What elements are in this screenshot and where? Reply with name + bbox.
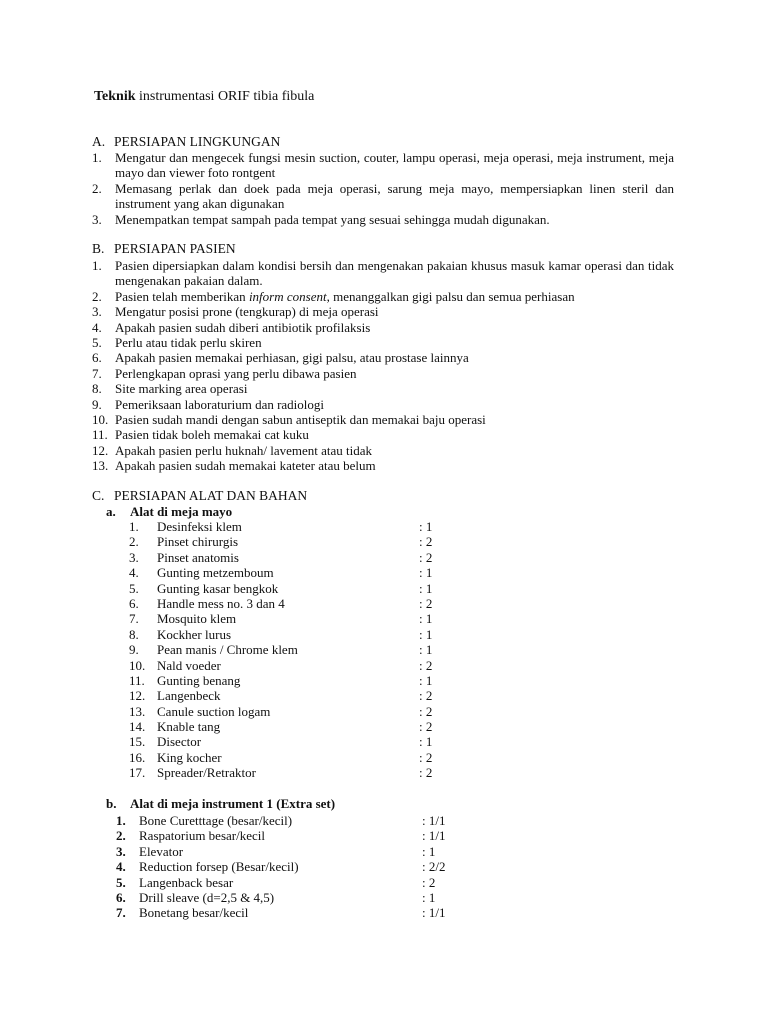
section-c-heading: [92, 488, 307, 504]
item-name: Spreader/Retraktor: [157, 765, 256, 781]
list-item: 12. Apakah pasien perlu huknah/ lavement atau tidak: [92, 442, 373, 458]
list-item: 6. Apakah pasien memakai perhiasan, gigi palsu, atau prostase lainnya: [92, 350, 469, 366]
item-name: Drill sleave (d=2,5 & 4,5): [139, 889, 275, 905]
item-name: Desinfeksi klem: [157, 519, 242, 534]
item-qty: : 2: [419, 595, 433, 611]
list-item: 1. Mengatur dan mengecek fungsi mesin suction, couter, lampu operasi, meja operasi, meja instrument, meja mayo dan viewer foto rontgent: [92, 150, 674, 181]
subsection-b-heading: b. Alat di meja instrument 1 (Extra set): [106, 796, 336, 811]
item-qty: : 2: [419, 534, 433, 550]
item-qty: : 1: [422, 889, 436, 905]
item-name: Elevator: [139, 843, 184, 859]
section-b-heading: [92, 241, 236, 257]
item-name: Knable tang: [157, 719, 221, 735]
item-qty: : 1/1: [422, 828, 446, 844]
row-number: 8.: [129, 626, 139, 642]
subsection-a-heading: a. Alat di meja mayo: [106, 504, 233, 519]
list-item: 13. Apakah pasien sudah memakai kateter atau belum: [92, 458, 376, 474]
item-qty: : 2: [419, 719, 433, 735]
item-name: Langenback besar: [139, 874, 234, 890]
row-number: 5.: [116, 874, 126, 890]
item-name: Gunting benang: [157, 672, 241, 688]
list-item: 11. Pasien tidak boleh memakai cat kuku: [92, 427, 309, 443]
section-a-list: [92, 150, 674, 227]
item-name: Pean manis / Chrome klem: [157, 642, 298, 658]
section-b-list: [92, 258, 674, 474]
list-item: 10. Pasien sudah mandi dengan sabun antiseptik dan memakai baju operasi: [92, 412, 486, 428]
row-number: 7.: [129, 611, 139, 627]
list-item: 7. Perlengkapan oprasi yang perlu dibawa pasien: [92, 365, 357, 381]
item-qty: : 1: [419, 642, 433, 658]
item-qty: : 1/1: [422, 813, 446, 828]
list-item: 3. Menempatkan tempat sampah pada tempat yang sesuai sehingga mudah digunakan.: [92, 211, 550, 227]
item-name: Bonetang besar/kecil: [139, 905, 249, 921]
item-name: Canule suction logam: [157, 703, 271, 719]
section-b-title: PERSIAPAN PASIEN: [114, 241, 236, 256]
section-c-title: PERSIAPAN ALAT DAN BAHAN: [114, 488, 308, 503]
item-name: Disector: [157, 734, 202, 750]
title-bold: Teknik: [94, 89, 136, 104]
item-name: Handle mess no. 3 dan 4: [157, 595, 285, 611]
row-number: 10.: [129, 657, 146, 673]
row-number: 15.: [129, 734, 146, 750]
item-name: Bone Curetttage (besar/kecil): [139, 813, 293, 828]
row-number: 3.: [129, 549, 139, 565]
section-b-letter: B.: [92, 241, 105, 256]
item-qty: : 1/1: [422, 905, 446, 921]
section-a-title: PERSIAPAN LINGKUNGAN: [114, 134, 281, 149]
item-name: Gunting metzemboum: [157, 565, 274, 581]
row-number: 12.: [129, 688, 146, 704]
item-qty: : 1: [419, 626, 433, 642]
item-name: Mosquito klem: [157, 611, 237, 627]
title-rest: instrumentasi ORIF tibia fibula: [135, 89, 315, 104]
row-number: 1.: [129, 519, 139, 534]
item-qty: : 1: [419, 519, 433, 534]
row-number: 11.: [129, 672, 145, 688]
item-qty: : 2: [419, 703, 433, 719]
row-number: 7.: [116, 905, 126, 921]
list-item: 5. Perlu atau tidak perlu skiren: [92, 335, 262, 351]
item-name: Raspatorium besar/kecil: [139, 828, 265, 844]
row-number: 9.: [129, 642, 139, 658]
list-item: 8. Site marking area operasi: [92, 381, 248, 397]
row-number: 4.: [116, 859, 126, 875]
item-qty: : 1: [419, 580, 433, 596]
item-qty: : 2/2: [422, 859, 446, 875]
item-name: Reduction forsep (Besar/kecil): [139, 859, 299, 875]
item-name: Pinset anatomis: [157, 549, 239, 565]
list-item: 3. Mengatur posisi prone (tengkurap) di meja operasi: [92, 304, 379, 320]
document-title: [94, 88, 314, 106]
row-number: 14.: [129, 719, 146, 735]
row-number: 3.: [116, 843, 126, 859]
item-qty: : 1: [419, 565, 433, 581]
section-a-heading: [92, 134, 280, 150]
row-number: 5.: [129, 580, 139, 596]
item-qty: : 2: [419, 549, 433, 565]
item-qty: : 1: [422, 843, 436, 859]
section-a-letter: A.: [92, 134, 106, 149]
item-qty: : 2: [419, 688, 433, 704]
item-qty: : 2: [419, 765, 433, 781]
list-item: 4. Apakah pasien sudah diberi antibiotik profilaksis: [92, 319, 371, 335]
item-qty: : 2: [422, 874, 436, 890]
item-qty: : 2: [419, 749, 433, 765]
item-name: Gunting kasar bengkok: [157, 580, 279, 596]
item-name: Pinset chirurgis: [157, 534, 239, 550]
list-item: 1. Pasien dipersiapkan dalam kondisi bersih dan mengenakan pakaian khusus masuk kamar operasi dan tidak mengenakan pakaian dalam.: [92, 258, 674, 289]
item-qty: : 1: [419, 611, 433, 627]
list-item: 2. Memasang perlak dan doek pada meja operasi, sarung meja mayo, mempersiapkan linen steril dan instrument yang akan digunakan: [92, 180, 674, 212]
row-number: 6.: [116, 889, 126, 905]
item-qty: : 2: [419, 657, 433, 673]
item-name: Langenbeck: [157, 688, 221, 704]
row-number: 13.: [129, 703, 146, 719]
list-item: 9. Pemeriksaan laboraturium dan radiologi: [92, 396, 325, 412]
row-number: 16.: [129, 749, 146, 765]
item-name: King kocher: [157, 749, 222, 765]
item-name: Kockher lurus: [157, 626, 232, 642]
row-number: 6.: [129, 595, 139, 611]
item-name: Nald voeder: [157, 657, 221, 673]
list-item: 2. Pasien telah memberikan inform consent, menanggalkan gigi palsu dan semua perhiasan: [92, 288, 575, 304]
row-number: 2.: [116, 828, 126, 844]
item-qty: : 1: [419, 734, 433, 750]
row-number: 1.: [116, 813, 126, 828]
row-number: 4.: [129, 565, 139, 581]
row-number: 17.: [129, 765, 146, 781]
section-c-letter: C.: [92, 488, 105, 503]
row-number: 2.: [129, 534, 139, 550]
item-qty: : 1: [419, 672, 433, 688]
